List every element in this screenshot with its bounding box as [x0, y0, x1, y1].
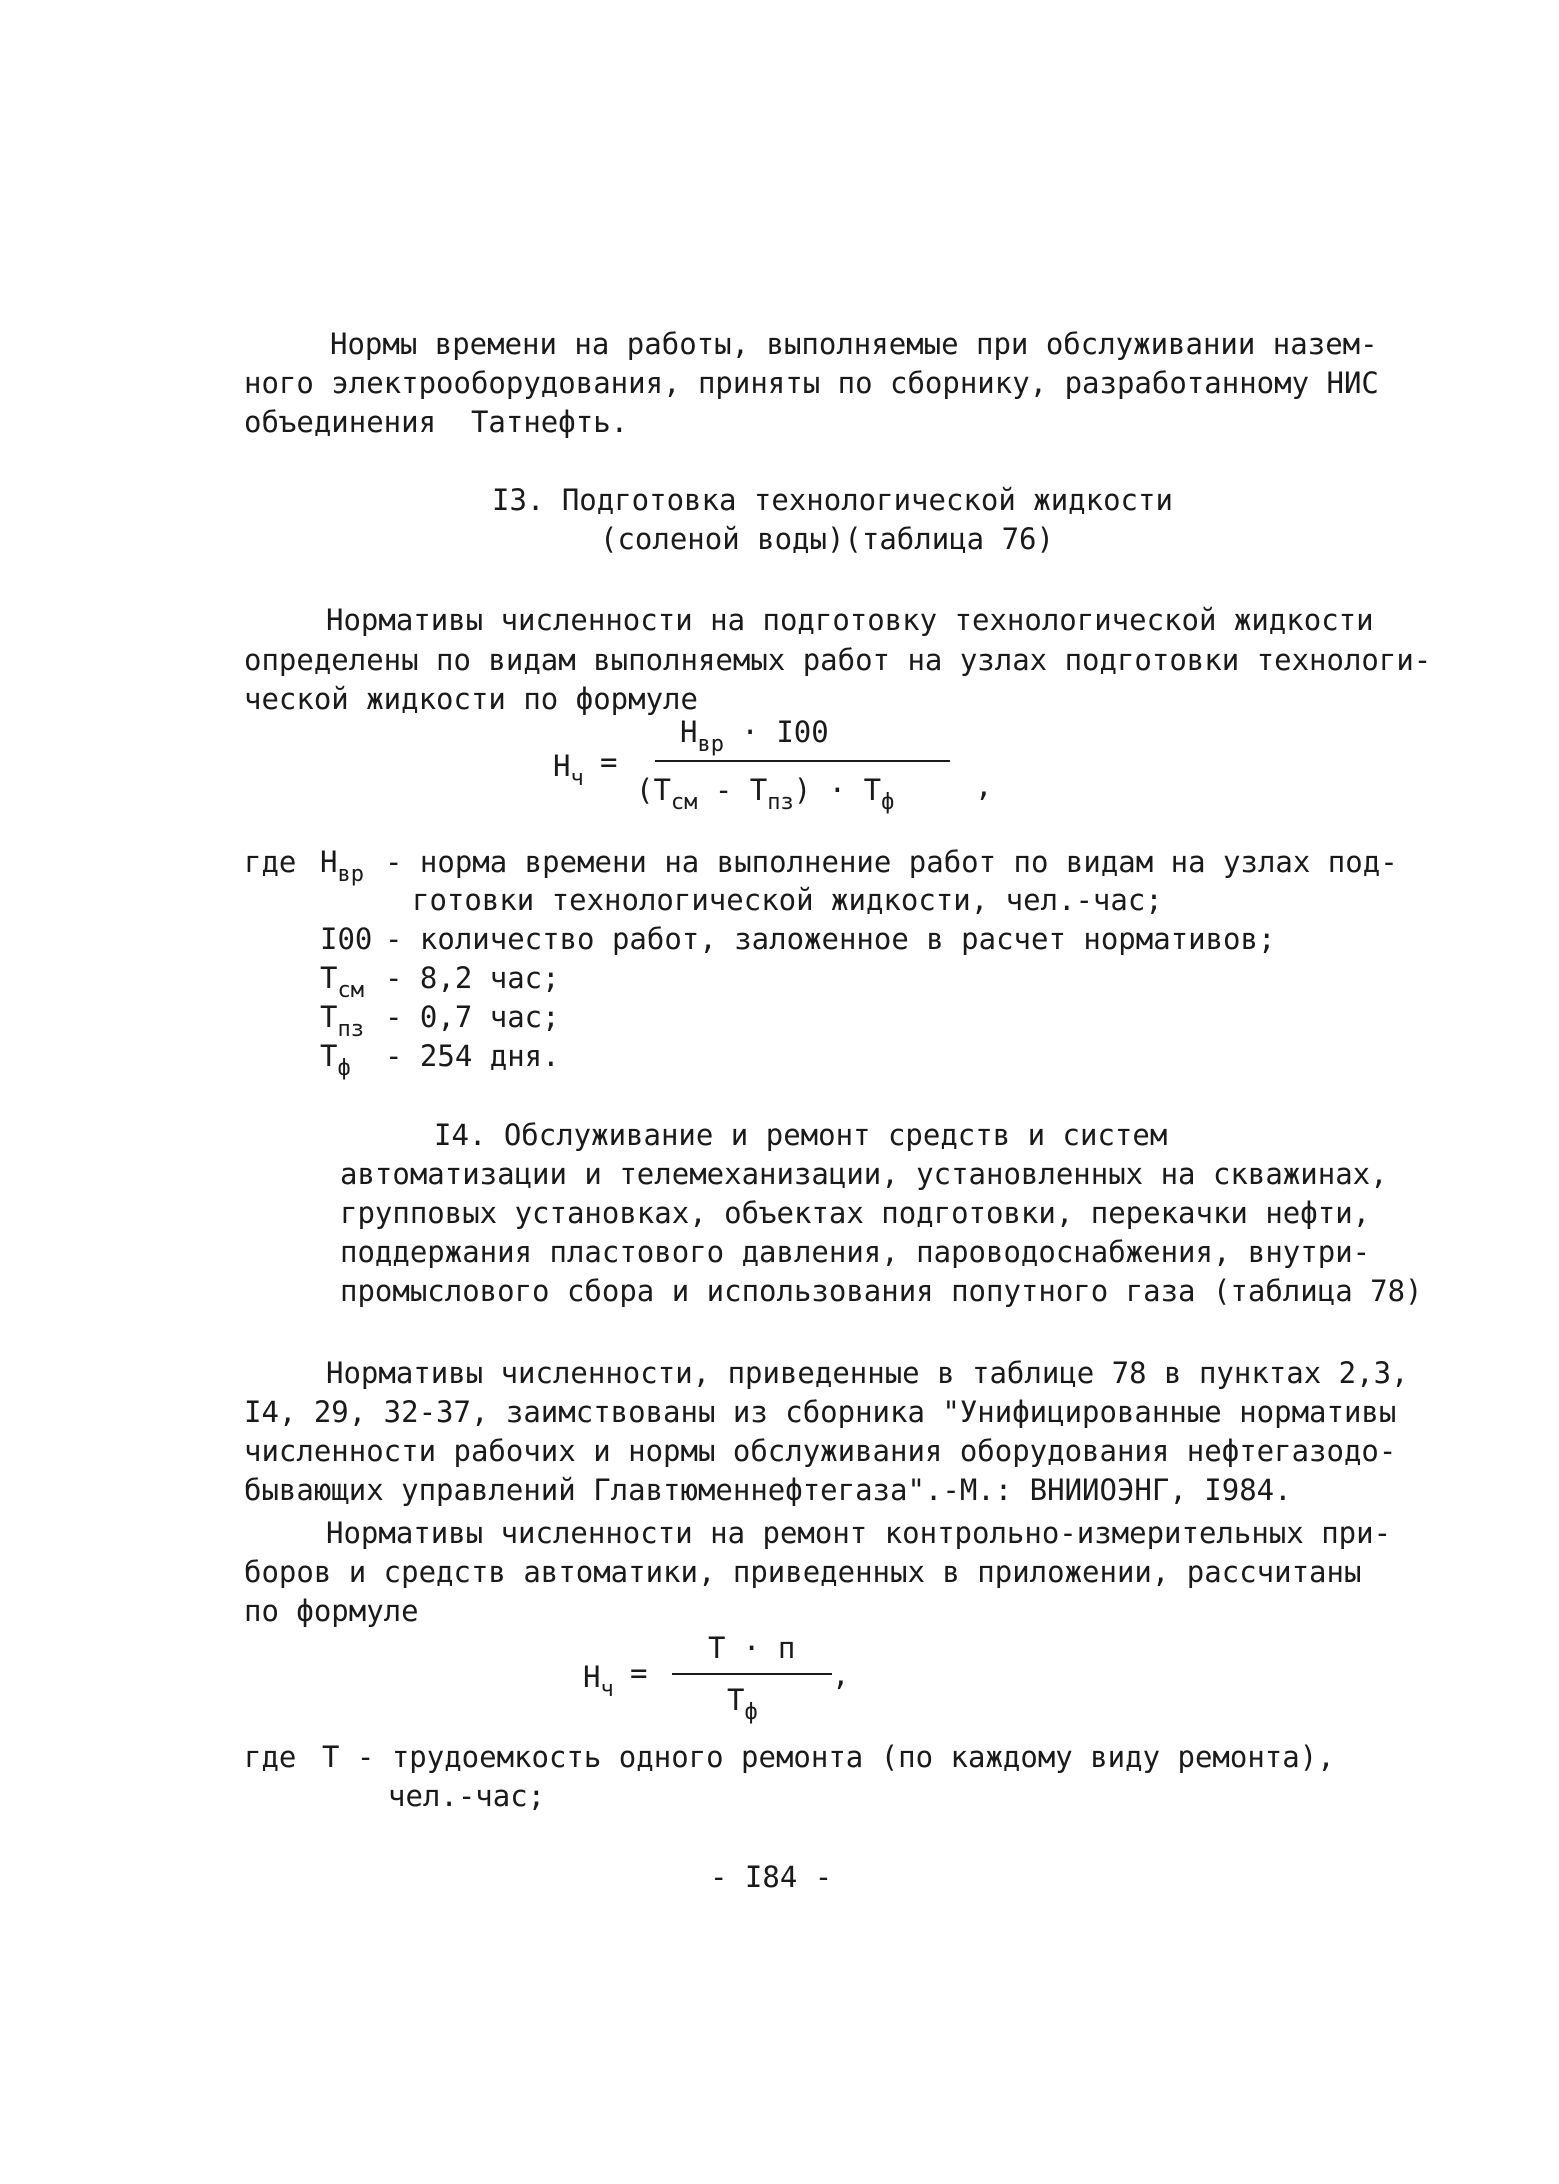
formula-2-lhs: $Н_ч$ [583, 1660, 614, 1702]
intro-line-2: ного электрооборудования, приняты по сборнику, разработанному НИС [244, 366, 1379, 400]
where-symbol-100: I00 [320, 922, 373, 956]
formula-2-comma: , [832, 1658, 850, 1692]
section-13-title-line-2: (соленой воды)(таблица 76) [600, 522, 1054, 556]
where-2-word: где [244, 1740, 297, 1774]
formula-2-denominator: $Т_ф$ [727, 1683, 758, 1725]
section-13-body-line-1: Нормативы численности на подготовку технологической жидкости [326, 603, 1374, 637]
section-13-title-line-1: I3. Подготовка технологической жидкости [492, 483, 1173, 517]
where-def-nvr-cont: готовки технологической жидкости, чел.-час; [412, 883, 1163, 917]
formula-1-denominator: $(Т_{см} - Т_{пз}) \cdot Т_ф$ [636, 773, 895, 815]
section-14-p1-line-4: бывающих управлений Главтюменнефтегаза".-М.: ВНИИОЭНГ, I984. [244, 1473, 1292, 1507]
section-13-body-line-3: ческой жидкости по формуле [244, 682, 698, 716]
section-14-p2-line-3: по формуле [244, 1594, 419, 1628]
section-14-p2-line-1: Нормативы численности на ремонт контрольно-измерительных при- [326, 1516, 1392, 1550]
where-symbol-nvr: $Н_{вр}$ [320, 845, 364, 887]
where-2-def-t: Т - трудоемкость одного ремонта (по каждому виду ремонта), [322, 1740, 1335, 1774]
formula-2-fraction-bar [672, 1673, 832, 1675]
formula-1-numerator: $Н_{вр} \cdot I00$ [680, 715, 829, 757]
formula-1-fraction-bar [655, 760, 950, 762]
formula-2-equals: = [630, 1656, 648, 1690]
formula-1-comma: , [975, 769, 993, 803]
section-14-title-line-4: поддержания пластового давления, пароводоснабжения, внутри- [340, 1235, 1371, 1269]
section-14-p1-line-1: Нормативы численности, приведенные в таблице 78 в пунктах 2,3, [326, 1356, 1409, 1390]
section-14-title-line-5: промыслового сбора и использования попутного газа (таблица 78) [340, 1274, 1423, 1308]
intro-line-3: объединения Татнефть. [244, 405, 629, 439]
page-number: - I84 - [710, 1860, 833, 1894]
where-def-tpz: - 0,7 час; [385, 1000, 560, 1034]
where-symbol-tf: $Т_ф$ [320, 1039, 351, 1081]
where-def-100: - количество работ, заложенное в расчет нормативов; [385, 922, 1276, 956]
where-def-tsm: - 8,2 час; [385, 961, 560, 995]
where-2-def-t-cont: чел.-час; [388, 1779, 546, 1813]
section-14-p1-line-3: численности рабочих и нормы обслуживания оборудования нефтегазодо- [244, 1434, 1397, 1468]
section-14-p2-line-2: боров и средств автоматики, приведенных в приложении, рассчитаны [244, 1555, 1362, 1589]
where-def-tf: - 254 дня. [385, 1039, 560, 1073]
formula-1-equals: = [600, 745, 618, 779]
section-14-title-line-2: автоматизации и телемеханизации, установленных на скважинах, [340, 1157, 1388, 1191]
where-symbol-tsm: $Т_{см}$ [320, 961, 364, 1003]
where-def-nvr: - норма времени на выполнение работ по видам на узлах под- [385, 845, 1398, 879]
intro-line-1: Нормы времени на работы, выполняемые при обслуживании назем- [330, 327, 1378, 361]
section-14-title-line-3: групповых установках, объектах подготовки, перекачки нефти, [340, 1196, 1371, 1230]
section-13-body-line-2: определены по видам выполняемых работ на узлах подготовки технологи- [244, 643, 1432, 677]
formula-1-lhs: $Н_ч$ [553, 749, 584, 791]
section-14-p1-line-2: I4, 29, 32-37, заимствованы из сборника "Унифицированные нормативы [244, 1395, 1397, 1429]
where-word: где [244, 845, 297, 879]
section-14-title-line-1: I4. Обслуживание и ремонт средств и систем [434, 1118, 1168, 1152]
formula-2-numerator: Т · п [708, 1631, 796, 1665]
where-symbol-tpz: $Т_{пз}$ [320, 1000, 364, 1042]
